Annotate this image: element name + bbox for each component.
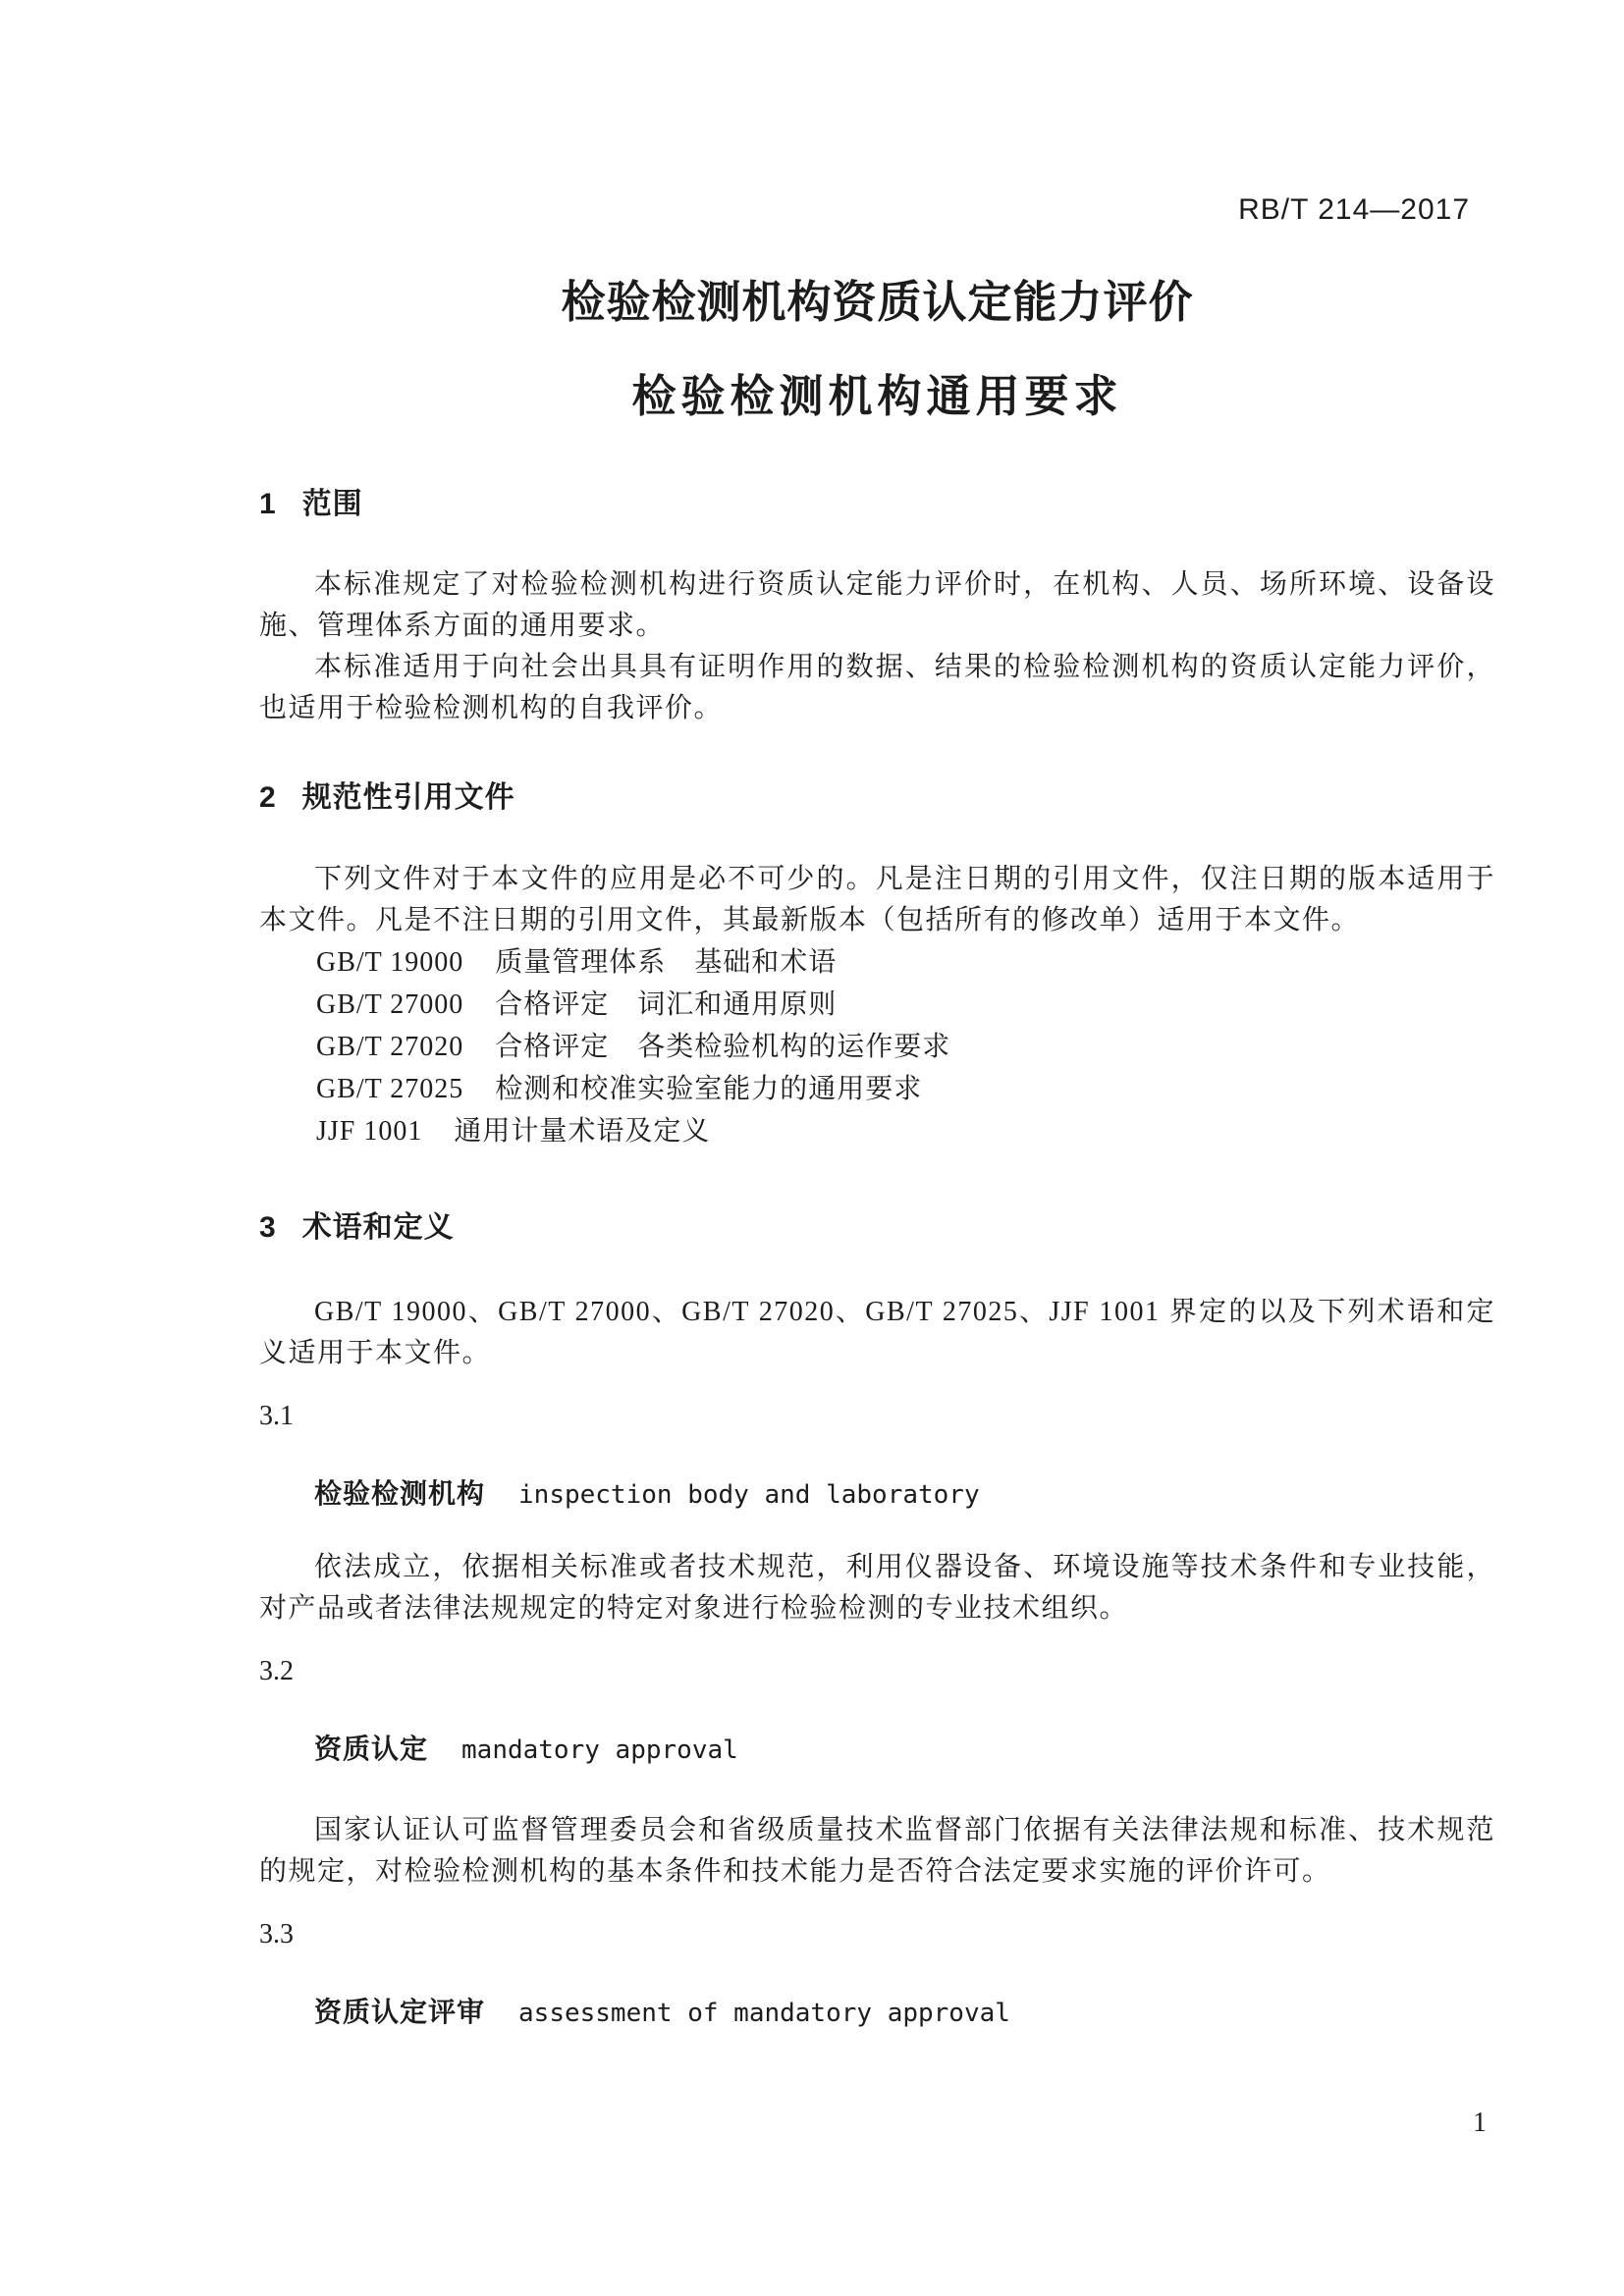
term-definition-3-1: 依法成立，依据相关标准或者技术规范，利用仪器设备、环境设施等技术条件和专业技能，对产品或者法律法规规定的特定对象进行检验检测的专业技术组织。 [259, 1552, 1495, 1624]
term-en-label: mandatory approval [461, 1735, 738, 1765]
doc-title-line2: 检验检测机构通用要求 [631, 371, 1123, 421]
section-refs-heading [259, 783, 1495, 813]
text-column [259, 194, 1495, 2034]
term-zh-label: 资质认定评审 [314, 1997, 486, 2027]
doc-code: RB/T 214—2017 [1238, 193, 1470, 226]
section-refs-title: 规范性引用文件 [301, 781, 515, 814]
reference-title: 合格评定 各类检验机构的运作要求 [495, 1032, 951, 1062]
term-number-3-1: 3.1 [259, 1401, 294, 1431]
term-entry-3-3 [259, 1996, 1495, 2034]
term-zh-label: 资质认定 [314, 1734, 429, 1764]
term-zh-label: 检验检测机构 [314, 1478, 486, 1509]
reference-item [259, 1110, 1495, 1152]
reference-code: GB/T 27000 [316, 989, 464, 1020]
section-scope-title: 范围 [301, 488, 363, 520]
section-scope-number: 1 [259, 488, 277, 520]
reference-code: JJF 1001 [316, 1116, 423, 1147]
term-entry-3-2 [259, 1733, 1495, 1771]
term-definition-3-2: 国家认证认可监督管理委员会和省级质量技术监督部门依据有关法律法规和标准、技术规范的规定，对检验检测机构的基本条件和技术能力是否符合法定要求实施的评价许可。 [259, 1815, 1495, 1887]
reference-code: GB/T 19000 [316, 947, 464, 978]
reference-title: 通用计量术语及定义 [454, 1116, 711, 1147]
term-number-3-2: 3.2 [259, 1656, 294, 1686]
page-number: 1 [1473, 2108, 1487, 2138]
scope-paragraph-1: 本标准规定了对检验检测机构进行资质认定能力评价时，在机构、人员、场所环境、设备设施、管理体系方面的通用要求。 [259, 569, 1495, 641]
section-terms-heading [259, 1213, 1495, 1243]
section-scope-heading [259, 490, 1495, 519]
reference-title: 合格评定 词汇和通用原则 [495, 989, 838, 1020]
reference-item [259, 984, 1495, 1026]
reference-item [259, 941, 1495, 984]
scope-paragraph-2: 本标准适用于向社会出具具有证明作用的数据、结果的检验检测机构的资质认定能力评价，也适用于检验检测机构的自我评价。 [259, 652, 1495, 723]
section-refs-number: 2 [259, 781, 277, 814]
reference-title: 质量管理体系 基础和术语 [495, 947, 838, 978]
reference-title: 检测和校准实验室能力的通用要求 [495, 1074, 923, 1104]
term-en-label: inspection body and laboratory [518, 1480, 980, 1510]
doc-title-line1: 检验检测机构资质认定能力评价 [561, 277, 1194, 327]
reference-list [259, 941, 1495, 1152]
section-terms-title: 术语和定义 [301, 1211, 455, 1244]
section-terms-number: 3 [259, 1211, 277, 1244]
term-en-label: assessment of mandatory approval [518, 1999, 1010, 2028]
reference-code: GB/T 27020 [316, 1032, 464, 1062]
terms-intro-paragraph: GB/T 19000、GB/T 27000、GB/T 27020、GB/T 27025、JJF 1001 界定的以及下列术语和定义适用于本文件。 [259, 1297, 1495, 1368]
term-number-3-3: 3.3 [259, 1919, 294, 1949]
reference-code: GB/T 27025 [316, 1074, 464, 1104]
term-entry-3-1 [259, 1477, 1495, 1516]
reference-item [259, 1068, 1495, 1110]
reference-item [259, 1026, 1495, 1068]
refs-intro-paragraph: 下列文件对于本文件的应用是必不可少的。凡是注日期的引用文件，仅注日期的版本适用于本文件。凡是不注日期的引用文件，其最新版本（包括所有的修改单）适用于本文件。 [259, 864, 1495, 935]
